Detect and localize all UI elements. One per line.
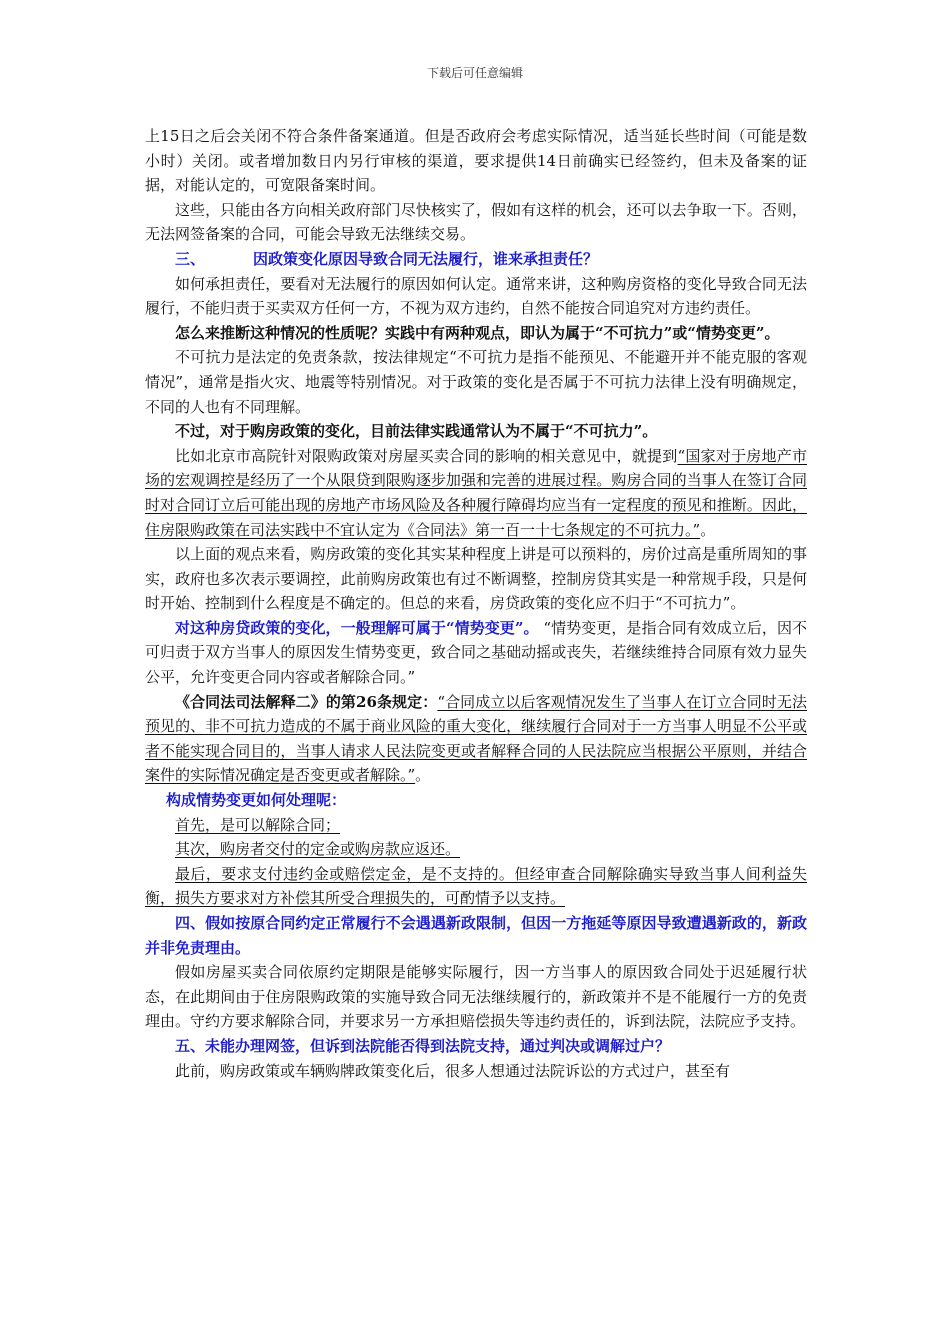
- underlined-quote: “合同成立以后客观情况发生了当事人在订立合同时无法预见的、非不可抗力造成的不属于商业风险的重大变化，继续履行合同对于一方当事人明显不公平或者不能实现合同目的，当事人请求人民法院变更或者解释合同的人民法院应当根据公平原则，并结合案件的实际情况确定是否变更或者解除。”: [145, 692, 807, 785]
- underlined-quote: “国家对于房地产市场的宏观调控是经历了一个从限贷到限购逐步加强和完善的进展过程。购房合同的当事人在签订合同时对合同订立后可能出现的房地产市场风险及各种履行障碍均应当有一定程度的预见和推断。因此，住房限购政策在司法实践中不宜认定为《合同法》第一百一十七条规定的不可抗力。”: [145, 446, 807, 539]
- paragraph: [145, 690, 807, 788]
- paragraph: 此前，购房政策或车辆购牌政策变化后，很多人想通过法院诉讼的方式过户，甚至有: [175, 1061, 731, 1080]
- underlined-text: 其次，购房者交付的定金或购房款应返还。: [175, 840, 461, 859]
- highlight-text: 对这种房贷政策的变化，一般理解可属于“情势变更”。: [175, 618, 539, 637]
- list-item: [145, 862, 807, 911]
- underlined-text: 最后，要求支付违约金或赔偿定金，是不支持的。但经审查合同解除确实导致当事人间利益失衡，损失方要求对方补偿其所受合理损失的，可酌情予以支持。: [145, 864, 807, 908]
- text-run: 。: [415, 766, 431, 785]
- paragraph: 上15日之后会关闭不符合条件备案通道。但是否政府会考虑实际情况，适当延长些时间（可能是数小时）关闭。或者增加数日内另行审核的渠道，要求提供14日前确实已经签约，但未及备案的证据，对能认定的，可宽限备案时间。: [145, 127, 807, 195]
- bold-paragraph: 不过，对于购房政策的变化，目前法律实践通常认为不属于“不可抗力”。: [175, 422, 658, 441]
- bold-paragraph: 怎么来推断这种情况的性质呢？实践中有两种观点，即认为属于“不可抗力”或“情势变更”。: [175, 323, 780, 342]
- subheading: 构成情势变更如何处理呢：: [166, 791, 347, 810]
- section-title: 因政策变化原因导致合同无法履行，谁来承担责任？: [253, 249, 599, 268]
- paragraph: 不可抗力是法定的免责条款，按法律规定“不可抗力是指不能预见、不能避开并不能克服的客观情况”，通常是指火灾、地震等特别情况。对于政策的变化是否属于不可抗力法律上没有明确规定，不同的人也有不同理解。: [145, 348, 807, 416]
- paragraph: 这些，只能由各方向相关政府部门尽快核实了，假如有这样的机会，还可以去争取一下。否则，无法网签备案的合同，可能会导致无法继续交易。: [145, 200, 807, 244]
- document-body: [145, 124, 807, 1083]
- bold-text: 《合同法司法解释二》的第26条规定：: [175, 692, 438, 711]
- list-item: [145, 837, 807, 862]
- paragraph: 以上面的观点来看，购房政策的变化其实某种程度上讲是可以预料的，房价过高是重所周知的事实，政府也多次表示要调控，此前购房政策也有过不断调整，控制房贷其实是一种常规手段，只是何时开始、控制到什么程度是不确定的。但总的来看，房贷政策的变化应不归于“不可抗力”。: [145, 545, 807, 613]
- text-run: 。: [700, 520, 716, 539]
- section-heading-5: 五、未能办理网签，但诉到法院能否得到法院支持，通过判决或调解过户？: [175, 1036, 671, 1055]
- section-number: 三、: [175, 249, 206, 268]
- paragraph: [145, 616, 807, 690]
- paragraph: 如何承担责任，要看对无法履行的原因如何认定。通常来讲，这种购房资格的变化导致合同无法履行，不能归责于买卖双方任何一方，不视为双方违约，自然不能按合同追究对方违约责任。: [145, 274, 807, 318]
- section-heading-3: [145, 247, 807, 272]
- list-item: [145, 813, 807, 838]
- text-run: 比如北京市高院针对限购政策对房屋买卖合同的影响的相关意见中，就提到: [175, 446, 678, 465]
- underlined-text: 首先，是可以解除合同；: [175, 815, 341, 834]
- paragraph: 假如房屋买卖合同依原约定期限是能够实际履行，因一方当事人的原因致合同处于迟延履行状态，在此期间由于住房限购政策的实施导致合同无法继续履行的，新政策并不是不能履行一方的免责理由。守约方要求解除合同，并要求另一方承担赔偿损失等违约责任的，诉到法院，法院应予支持。: [145, 963, 807, 1031]
- text-run: “情势变更，是指合同有效成立后，因不可归责于双方当事人的原因发生情势变更，致合同之基础动摇或丧失，若继续维持合同原有效力显失公平，允许变更合同内容或者解除合同。”: [145, 618, 807, 687]
- paragraph: [145, 444, 807, 542]
- section-heading-4: 四、假如按原合同约定正常履行不会遇遇新政限制，但因一方拖延等原因导致遭遇新政的，新政并非免责理由。: [145, 914, 807, 957]
- page-header: 下载后可任意编辑: [426, 66, 523, 80]
